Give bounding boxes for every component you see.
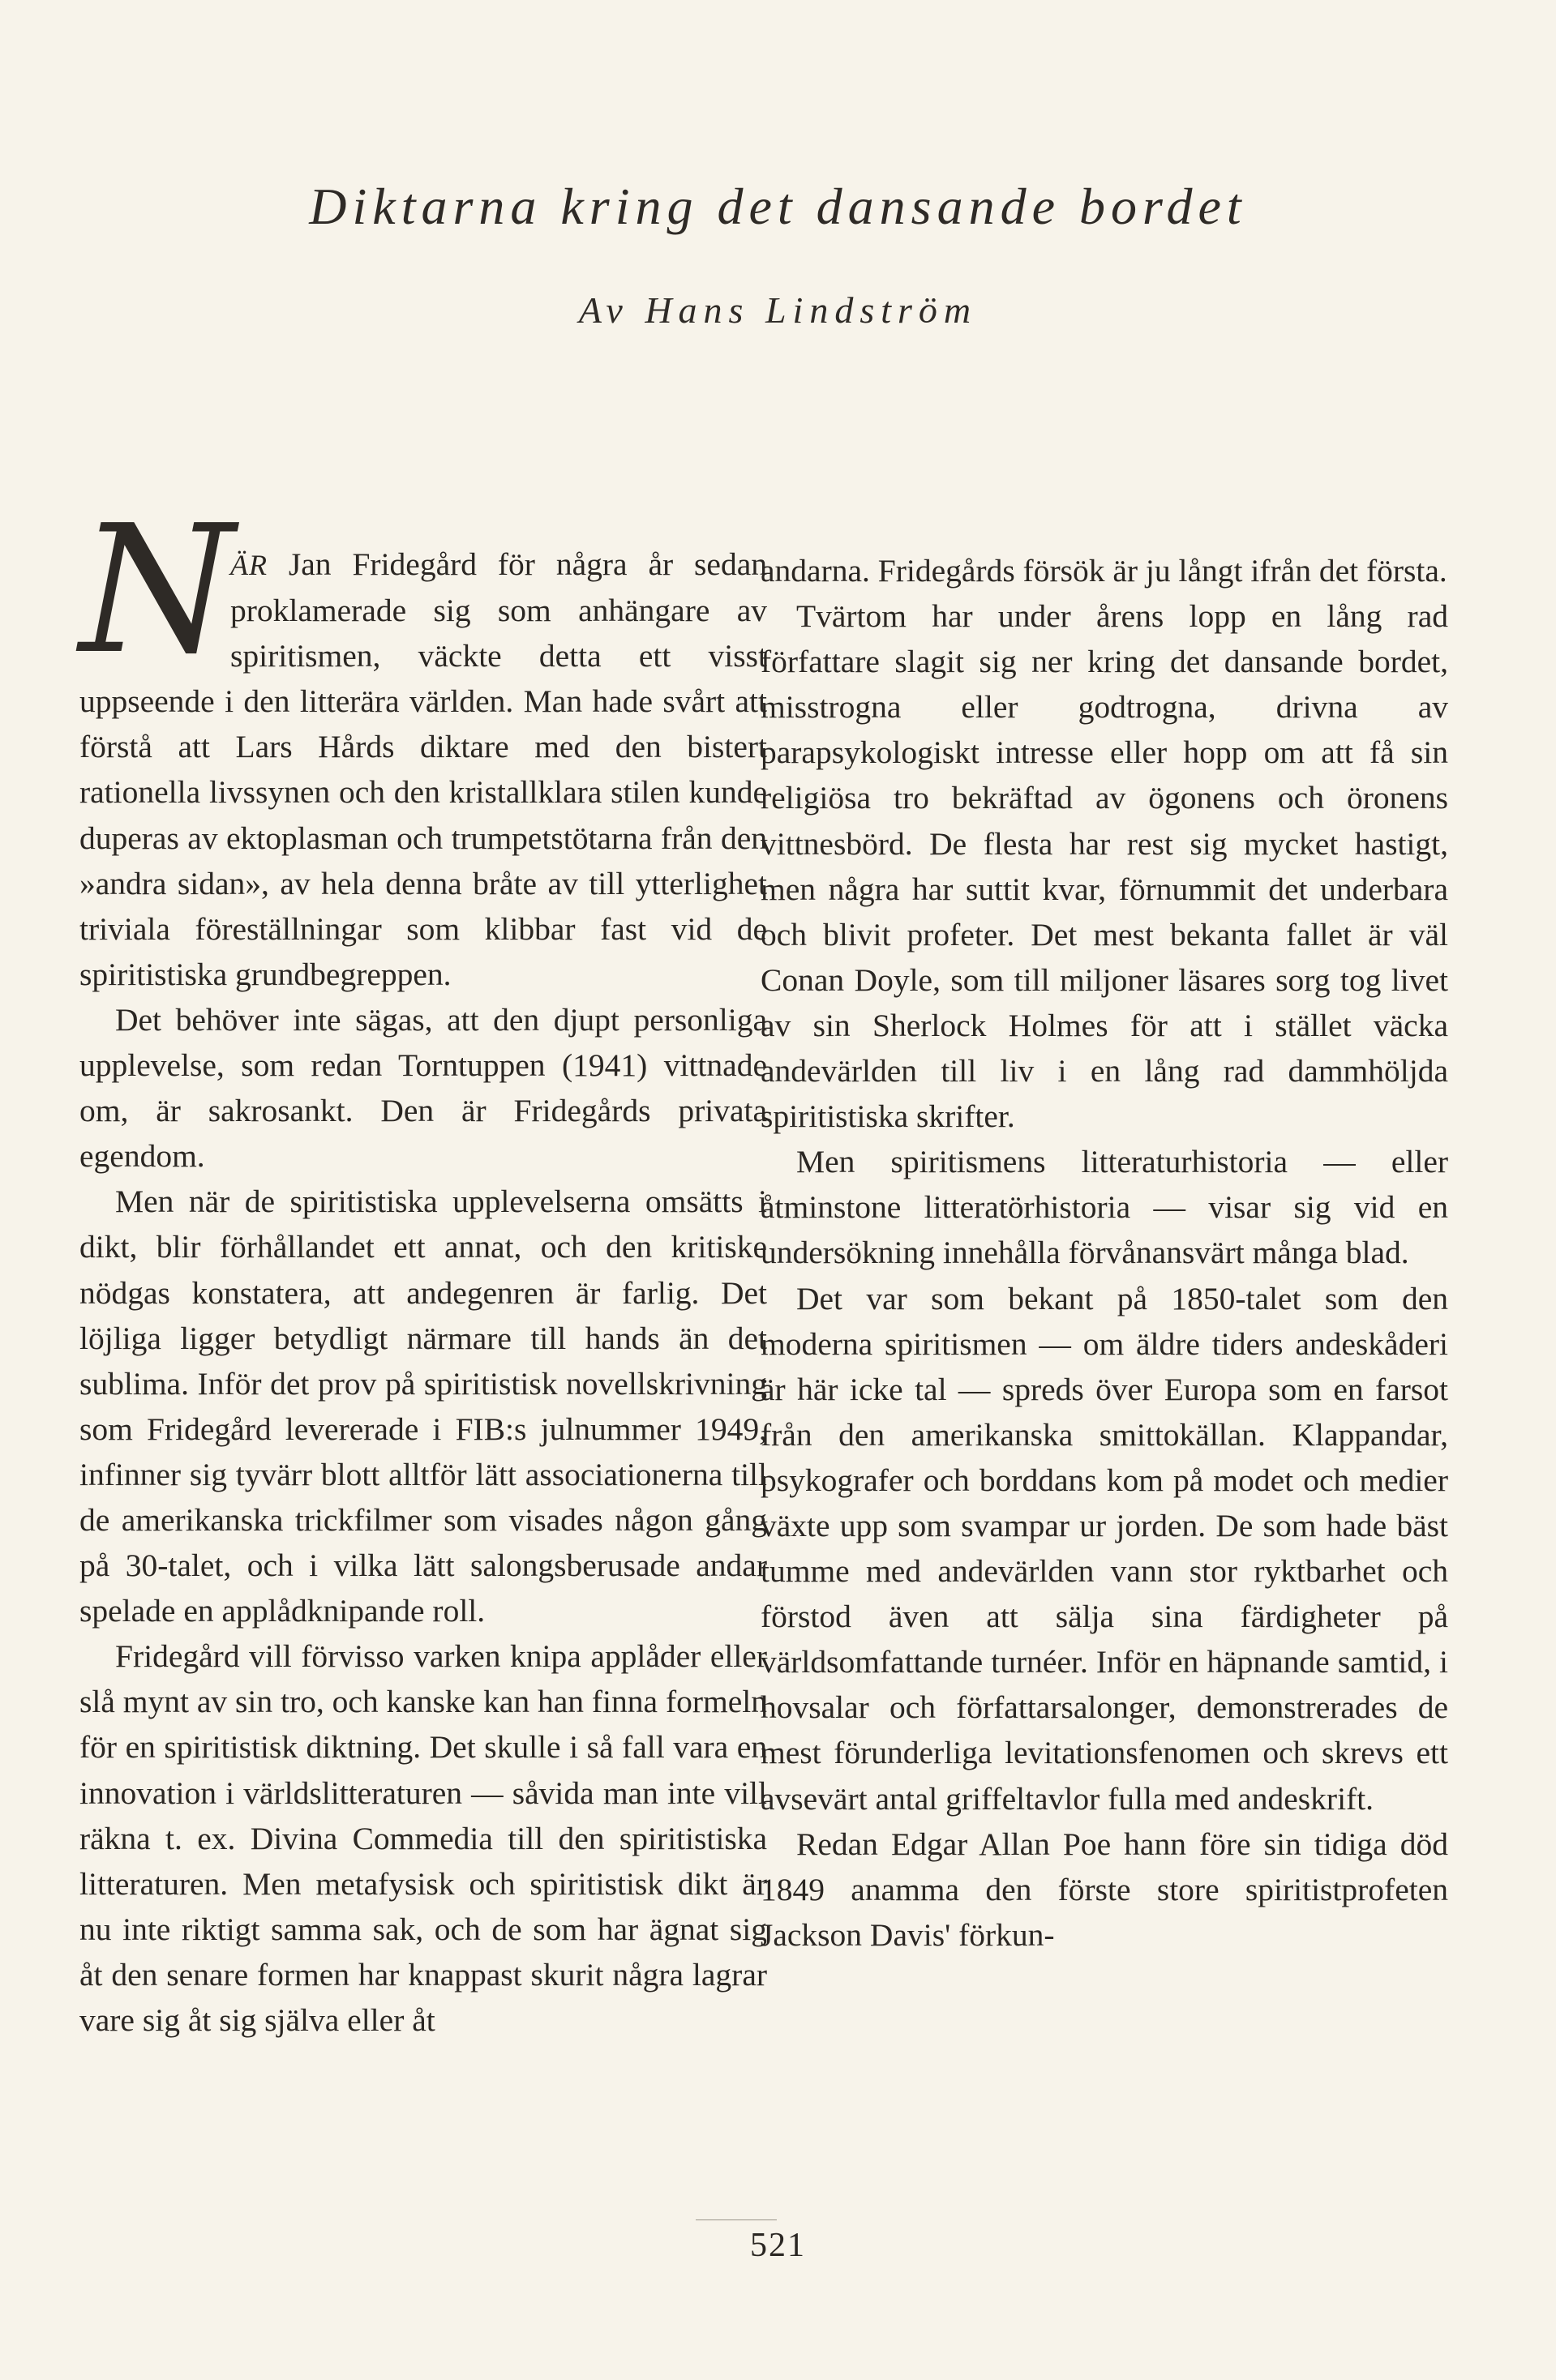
paragraph: Redan Edgar Allan Poe hann före sin tidiga död 1849 anamma den förste store spiritistprofeten Jackson Davis' förkun-	[761, 1826, 1448, 1953]
right-column	[761, 548, 1448, 1958]
article-byline: Av Hans Lindström	[578, 289, 978, 331]
paragraph-text: Jan Fridegård för några år sedan proklamerade sig som anhängare av spiritismen, väckte detta ett visst uppseende i den litterära världen. Man hade svårt att förstå att Lars Hårds diktare med den bistert rationella livssynen och den kristallklara stilen kunde duperas av ektoplasman och trumpetstötarna från den »andra sidan», av hela denna bråte av till ytterlighet triviala föreställningar som klibbar fast vid de spiritistiska grundbegreppen.	[79, 546, 767, 992]
paragraph: Det behöver inte sägas, att den djupt personliga upplevelse, som redan Torntuppen (1941) vittnade om, är sakrosankt. Den är Fridegårds privata egendom.	[79, 1001, 767, 1175]
paragraph: Men spiritismens litteraturhistoria — eller åtminstone litteratörhistoria — visar sig vid en undersökning innehålla förvånansvärt många blad.	[761, 1144, 1448, 1271]
paragraph: Fridegård vill förvisso varken knipa applåder eller slå mynt av sin tro, och kanske kan han finna formeln för en spiritistisk diktning. Det skulle i så fall vara en innovation i världslitteraturen — såvida man inte vill räkna t. ex. Divina Commedia till den spiritistiska litteraturen. Men metafysisk och spiritistisk dikt är nu inte riktigt samma sak, och de som har ägnat sig åt den senare formen har knappast skurit några lagrar vare sig åt sig själva eller åt	[79, 1638, 767, 2038]
drop-cap: N	[79, 488, 234, 693]
paragraph: andarna. Fridegårds försök är ju långt ifrån det första.	[761, 553, 1447, 589]
page-number: 521	[750, 2227, 806, 2264]
article-title: Diktarna kring det dansande bordet	[309, 178, 1247, 235]
opening-small-caps: ÄR	[230, 549, 268, 581]
paragraph: Men när de spiritistiska upplevelserna omsätts i dikt, blir förhållandet ett annat, och den kritiske nödgas konstatera, att andegenren är farlig. Det löjliga ligger betydligt närmare till hands än det sublima. Inför det prov på spiritistisk novellskrivning som Fridegård levererade i FIB:s julnummer 1949, infinner sig tyvärr blott alltför lätt associationerna till de amerikanska trickfilmer som visades någon gång på 30-talet, och i vilka lätt salongsberusade andar spelade en applådknipande roll.	[79, 1184, 767, 1629]
page-number-rule	[696, 2219, 777, 2220]
left-column	[79, 488, 767, 2043]
paragraph: Tvärtom har under årens lopp en lång rad författare slagit sig ner kring det dansande bordet, misstrogna eller godtrogna, drivna av parapsykologiskt intresse eller hopp om att få sin religiösa tro bekräftad av ögonens och öronens vittnesbörd. De flesta har rest sig mycket hastigt, men några har suttit kvar, förnummit det underbara och blivit profeter. Det mest bekanta fallet är väl Conan Doyle, som till miljoner läsares sorg tog livet av sin Sherlock Holmes för att i stället väcka andevärlden till liv i en lång rad dammhöljda spiritistiska skrifter.	[761, 598, 1448, 1135]
paragraph-opening	[79, 488, 767, 997]
paragraph: Det var som bekant på 1850-talet som den moderna spiritismen — om äldre tiders andeskåderi är här icke tal — spreds över Europa som en farsot från den amerikanska smittokällan. Klappandar, psykografer och borddans kom på modet och medier växte upp som svampar ur jorden. De som hade bäst tumme med andevärlden vann stor ryktbarhet och förstod även att sälja sina färdigheter på världsomfattande turnéer. Inför en häpnande samtid, i hovsalar och författarsalonger, demonstrerades de mest förunderliga levitationsfenomen och skrevs ett avsevärt antal griffeltavlor fulla med andeskrift.	[761, 1280, 1448, 1817]
